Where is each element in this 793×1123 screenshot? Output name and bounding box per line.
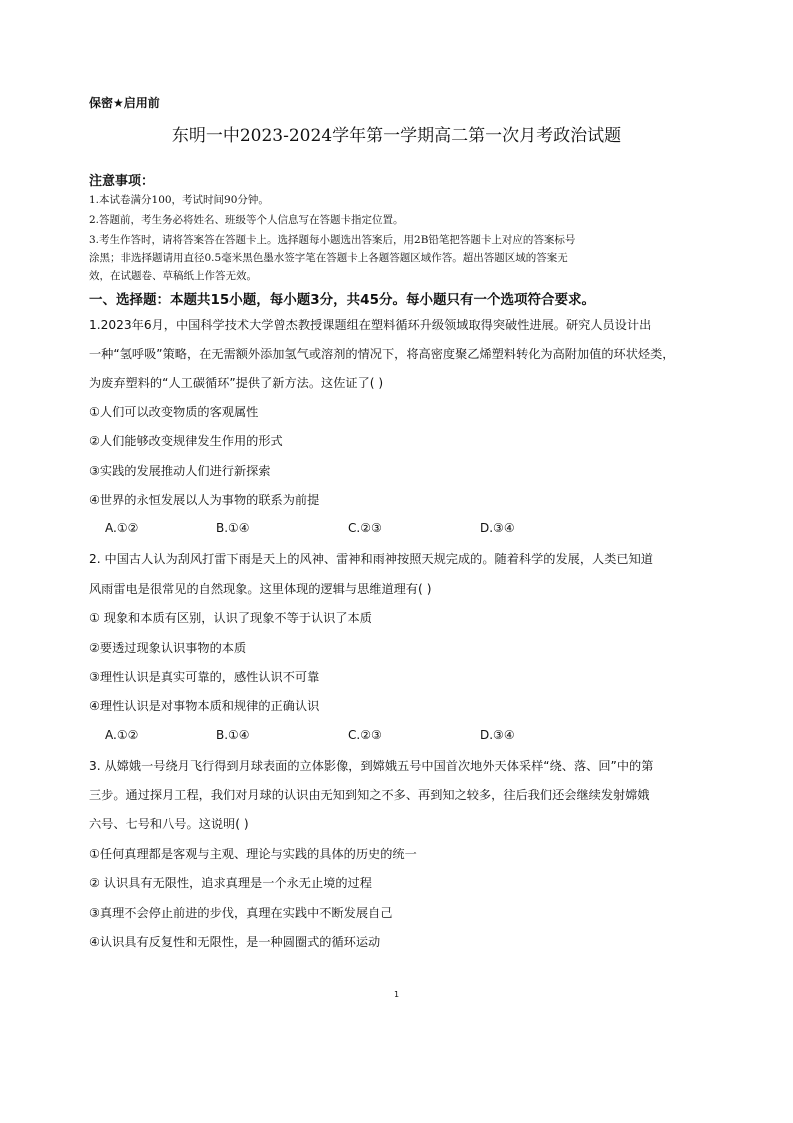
notice-heading: 注意事项： — [89, 174, 155, 189]
question-2-choice-d: D.③④ — [480, 728, 515, 742]
question-3-line: 3. 从嫦娥一号绕月飞行得到月球表面的立体影像，到嫦娥五号中国首次地外天体采样“绕、落、回”中的第 — [89, 759, 654, 773]
question-2-option: ③理性认识是真实可靠的，感性认识不可靠 — [89, 670, 320, 684]
question-1-choice-b: B.①④ — [216, 521, 250, 535]
question-1-line: 一种“氢呼吸”策略，在无需额外添加氢气或溶剂的情况下，将高密度聚乙烯塑料转化为高附加值的环状烃类， — [89, 347, 675, 361]
notice-line: 3.考生作答时，请将答案答在答题卡上。选择题每小题选出答案后，用2B铅笔把答题卡上对应的答案标号 — [89, 234, 576, 246]
question-3-line: 六号、七号和八号。这说明( ) — [89, 817, 249, 831]
question-1-choice-a: A.①② — [105, 521, 139, 535]
question-3-option: ①任何真理都是客观与主观、理论与实践的具体的历史的统一 — [89, 847, 417, 861]
question-3-option: ④认识具有反复性和无限性，是一种圆圈式的循环运动 — [89, 935, 381, 949]
question-2-line: 2. 中国古人认为刮风打雷下雨是天上的风神、雷神和雨神按照天规完成的。随着科学的发展，人类已知道 — [89, 552, 653, 566]
notice-line: 1.本试卷满分100，考试时间90分钟。 — [89, 194, 269, 206]
question-1-option: ②人们能够改变规律发生作用的形式 — [89, 434, 283, 448]
page-number: 1 — [393, 990, 400, 999]
question-1-choice-d: D.③④ — [480, 521, 515, 535]
question-1-line: 1.2023年6月，中国科学技术大学曾杰教授课题组在塑料循环升级领域取得突破性进展。研究人员设计出 — [89, 318, 652, 332]
notice-line: 涂黑；非选择题请用直径0.5毫米黑色墨水签字笔在答题卡上各题答题区域作答。超出答题区域的答案无 — [89, 252, 568, 264]
question-2-option: ① 现象和本质有区别，认识了现象不等于认识了本质 — [89, 611, 372, 625]
question-3-option: ③真理不会停止前进的步伐，真理在实践中不断发展自己 — [89, 906, 393, 920]
question-1-choice-c: C.②③ — [348, 521, 382, 535]
question-1-option: ①人们可以改变物质的客观属性 — [89, 405, 259, 419]
question-1-option: ④世界的永恒发展以人为事物的联系为前提 — [89, 493, 320, 507]
notice-line: 效，在试题卷、草稿纸上作答无效。 — [89, 270, 257, 282]
notice-line: 2.答题前，考生务必将姓名、班级等个人信息写在答题卡指定位置。 — [89, 214, 404, 226]
question-1-line: 为废弃塑料的“人工碳循环”提供了新方法。这佐证了( ) — [89, 376, 384, 390]
question-3-line: 三步。通过探月工程，我们对月球的认识由无知到知之不多、再到知之较多，往后我们还会继续发射嫦娥 — [89, 788, 650, 802]
question-2-line: 风雨雷电是很常见的自然现象。这里体现的逻辑与思维道理有( ) — [89, 582, 432, 596]
section-heading: 一、选择题：本题共15小题，每小题3分，共45分。每小题只有一个选项符合要求。 — [89, 292, 595, 308]
confidential-label: 保密★启用前 — [89, 96, 160, 110]
question-2-option: ②要透过现象认识事物的本质 — [89, 641, 247, 655]
page-title: 东明一中2023-2024学年第一学期高二第一次月考政治试题 — [171, 126, 622, 146]
question-2-choice-a: A.①② — [105, 728, 139, 742]
question-2-option: ④理性认识是对事物本质和规律的正确认识 — [89, 699, 320, 713]
question-3-option: ② 认识具有无限性，追求真理是一个永无止境的过程 — [89, 876, 372, 890]
question-2-choice-c: C.②③ — [348, 728, 382, 742]
question-2-choice-b: B.①④ — [216, 728, 250, 742]
question-1-option: ③实践的发展推动人们进行新探索 — [89, 464, 271, 478]
